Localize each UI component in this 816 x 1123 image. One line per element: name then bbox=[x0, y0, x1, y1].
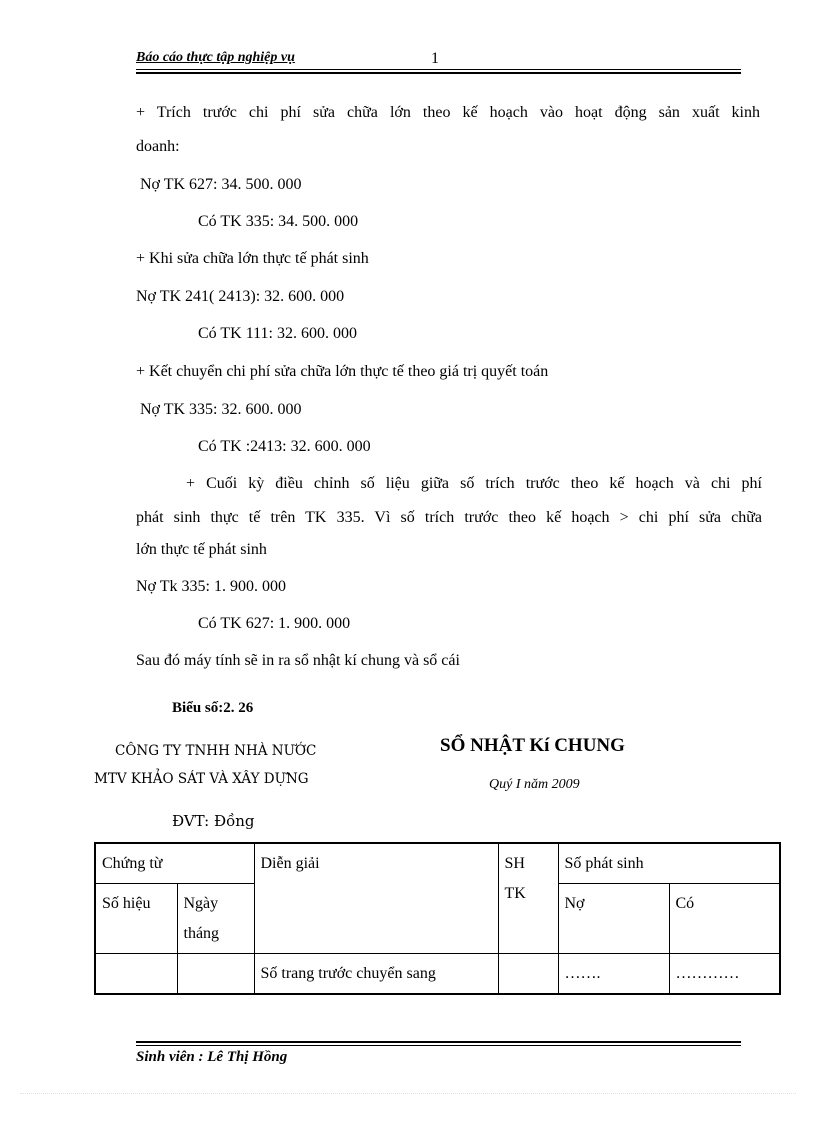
cell-debit: ……. bbox=[558, 954, 669, 995]
header-date-line1: Ngày bbox=[183, 895, 219, 912]
header-date-line2: tháng bbox=[183, 925, 220, 942]
entry-credit-tk627: Có TK 627: 1. 900. 000 bbox=[198, 615, 351, 632]
company-name-line2: MTV KHẢO SÁT VÀ XÂY DỰNG bbox=[94, 771, 309, 787]
cell-account bbox=[498, 954, 558, 995]
paragraph-accrual-line1: + Trích trước chi phí sửa chữa lớn theo kế hoạch vào hoạt động sản xuất kinh bbox=[136, 104, 760, 121]
ledger-title: SỔ NHẬT Kí CHUNG bbox=[440, 735, 625, 756]
header-rule-thick bbox=[136, 72, 741, 74]
header-debit: Nợ bbox=[558, 884, 669, 954]
header-account-line2: TK bbox=[504, 885, 526, 902]
cell-description: Số trang trước chuyển sang bbox=[254, 954, 498, 995]
table-row bbox=[95, 954, 780, 995]
cell-credit: ………… bbox=[669, 954, 780, 995]
general-journal-table bbox=[94, 842, 781, 995]
page-bottom-divider bbox=[20, 1093, 796, 1094]
cell-number bbox=[95, 954, 177, 995]
table-header-row-1 bbox=[95, 843, 780, 884]
entry-credit-111: Có TK 111: 32. 600. 000 bbox=[198, 325, 357, 342]
header-credit: Có bbox=[669, 884, 780, 954]
currency-unit: ĐVT: Đồng bbox=[172, 812, 255, 830]
company-name-line1: CÔNG TY TNHH NHÀ NƯỚC bbox=[115, 743, 317, 759]
entry-debit-627: Nợ TK 627: 34. 500. 000 bbox=[140, 176, 302, 193]
paragraph-adjust-line1: + Cuối kỳ điều chỉnh số liệu giữa số trích trước theo kế hoạch và chi phí bbox=[186, 475, 762, 492]
header-date bbox=[177, 884, 254, 954]
paragraph-adjust-line2: phát sinh thực tế trên TK 335. Vì số trích trước theo kế hoạch > chi phí sửa chữa bbox=[136, 509, 762, 526]
paragraph-adjust-line3: lớn thực tế phát sinh bbox=[136, 541, 267, 558]
page-number: 1 bbox=[431, 50, 439, 67]
footer-rule-thick bbox=[136, 1041, 741, 1043]
entry-debit-241: Nợ TK 241( 2413): 32. 600. 000 bbox=[136, 288, 345, 305]
ledger-period: Quý I năm 2009 bbox=[489, 777, 580, 792]
paragraph-accrual-line2: doanh: bbox=[136, 138, 180, 155]
entry-debit-tk335: Nợ Tk 335: 1. 900. 000 bbox=[136, 578, 286, 595]
form-number-label: Biểu số:2. 26 bbox=[172, 700, 254, 716]
student-name: Sinh viên : Lê Thị Hồng bbox=[136, 1049, 288, 1065]
header-description: Diễn giải bbox=[254, 843, 498, 954]
header-number: Số hiệu bbox=[95, 884, 177, 954]
entry-debit-335: Nợ TK 335: 32. 600. 000 bbox=[140, 401, 302, 418]
footer-rule-thin bbox=[136, 1045, 741, 1046]
header-account bbox=[498, 843, 558, 954]
entry-credit-2413: Có TK :2413: 32. 600. 000 bbox=[198, 438, 371, 455]
text-actual-repair: + Khi sửa chữa lớn thực tế phát sinh bbox=[136, 250, 369, 267]
entry-credit-335: Có TK 335: 34. 500. 000 bbox=[198, 213, 359, 230]
header-amount: Số phát sinh bbox=[558, 843, 780, 884]
report-header-title: Báo cáo thực tập nghiệp vụ bbox=[136, 50, 295, 65]
header-voucher: Chứng từ bbox=[95, 843, 254, 884]
text-transfer-cost: + Kết chuyển chi phí sửa chữa lớn thực tế theo giá trị quyết toán bbox=[136, 363, 549, 380]
cell-date bbox=[177, 954, 254, 995]
text-print-journal: Sau đó máy tính sẽ in ra sổ nhật kí chung và sổ cái bbox=[136, 652, 460, 669]
header-rule-thin bbox=[136, 69, 741, 70]
header-account-line1: SH bbox=[504, 855, 525, 872]
